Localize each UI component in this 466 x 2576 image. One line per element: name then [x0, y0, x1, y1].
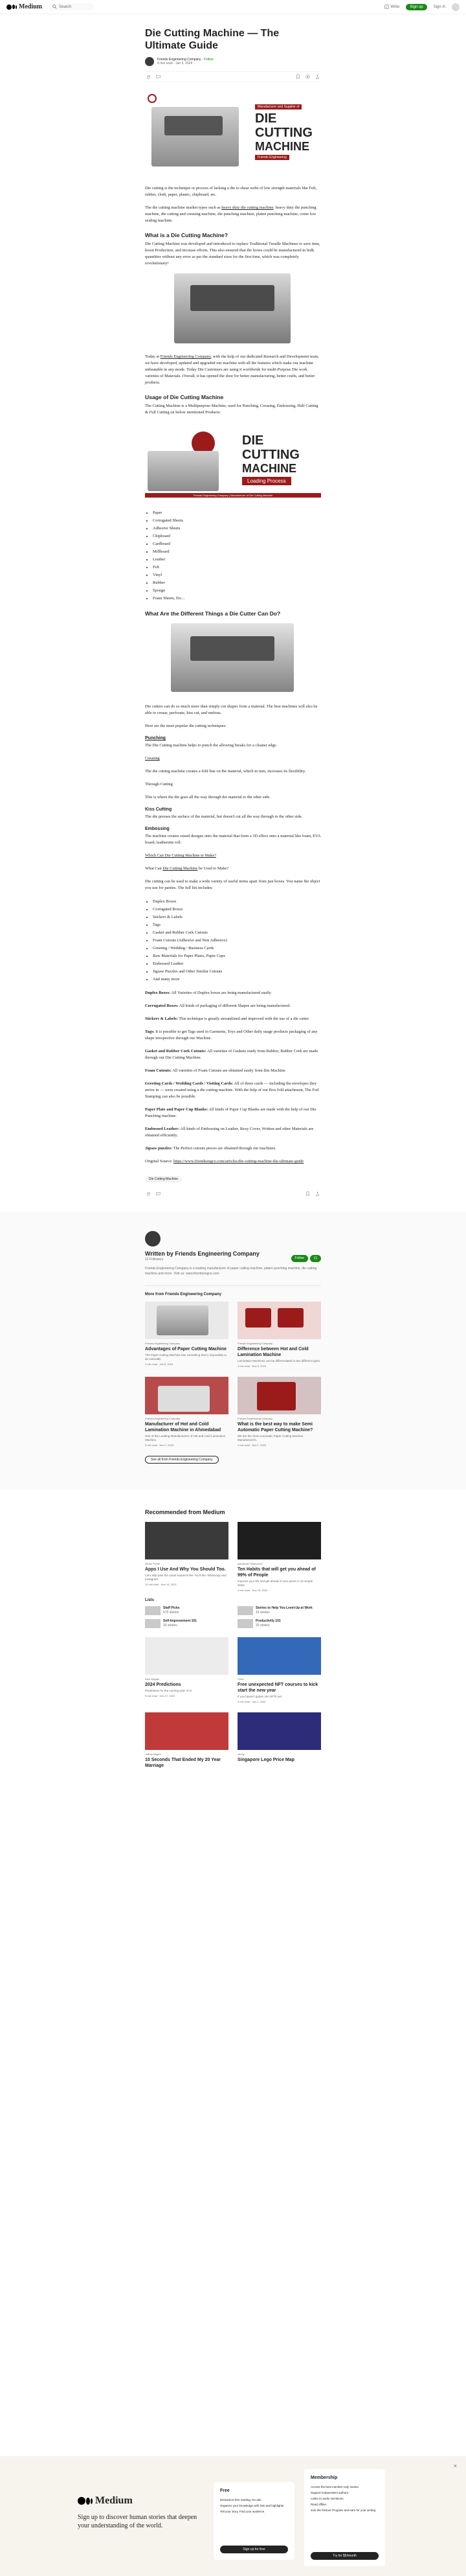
reading-list[interactable]: Productivity 101 20 stories — [238, 1619, 321, 1628]
more-from-heading: More from Friends Engineering Company — [145, 1285, 321, 1296]
section-heading: Usage of Die Cutting Machine — [145, 394, 224, 400]
mail-icon — [314, 1256, 317, 1259]
banner-logo: Medium — [78, 2495, 133, 2507]
story-card[interactable]: Chris Free unexpected NFT courses to kick start the new year If you haven't gotten into NFTs yet. 3 min read · Jan 2, 2024 — [238, 1637, 321, 1703]
article-title: Die Cutting Machine — The Ultimate Guide — [145, 28, 280, 51]
author-avatar-large[interactable] — [145, 1231, 161, 1247]
clap-icon[interactable] — [146, 1191, 151, 1196]
written-by-title: Written by Friends Engineering Company — [145, 1250, 260, 1257]
recommended-cards — [145, 1522, 321, 1592]
top-nav — [0, 0, 466, 14]
sign-up-button[interactable]: Sign up — [406, 4, 427, 10]
loading-process-image: DIE CUTTING MACHINE Loading Process Friends Engineering Company | Manufacturer of Die Cutting Machine — [145, 422, 321, 500]
share-icon[interactable] — [315, 75, 320, 79]
avatar[interactable] — [452, 3, 460, 11]
author-name[interactable]: Friends Engineering Company — [157, 58, 201, 62]
sign-in-link[interactable]: Sign in — [433, 5, 445, 9]
author-bio: Friends Engineering Company is a leading manufacturer of paper cutting machine, platen punching machine, die cutting machine and more. Visit us: www.friendsengco.com — [145, 1267, 317, 1276]
reading-list[interactable]: Stories to Help You Level-Up at Work 19 stories — [238, 1606, 321, 1615]
company-logo-icon — [148, 94, 157, 103]
story-card[interactable]: Friends Engineering Company What is the best way to make Semi Automatic Paper Cutting Machine? We are the Semi Automatic Paper Cutting Machine Manufacturers. 4 min read · Nov 1, 2023 — [238, 1377, 321, 1447]
article-meta: 4 min read · Jan 9, 2024 — [157, 62, 193, 65]
story-card[interactable]: Simon Porter Apps I Use And Why You Should Too. Let's skip past the usual suspects like YouTube, WhatsApp and Instagram. 10 min read · Nov 14, 2023 — [145, 1522, 228, 1592]
story-card[interactable]: Jeffrey Hagen 10 Seconds That Ended My 20 Year Marriage — [145, 1712, 228, 1770]
story-card[interactable]: Alexander Sidorovich Ten Habits that will get you ahead of 99% of People Improve your life and get ahead of your peers in 10 simple steps. 4 min read · Nov 18, 2023 — [238, 1522, 321, 1592]
signup-banner — [0, 2456, 466, 2576]
try-membership-button[interactable]: Try for $5/month — [311, 2552, 379, 2560]
section-heading: What is a Die Cutting Machine? — [145, 232, 228, 238]
story-card[interactable]: Friends Engineering Company Advantages of Paper Cutting Machine The Paper Cutting Machine has something that is impossible to do manually. 4 min read · Jan 8, 2024 — [145, 1302, 228, 1368]
free-plan-card: Free Distraction-free reading. No ads. Organize your knowledge with lists and highlights. Tell your story. Find your audience. Sign up for free — [214, 2482, 294, 2560]
story-card[interactable]: Nick Wignall 2024 Predictions Predictions for the coming year of AI. 5 min read · Dec 27, 2023 — [145, 1637, 228, 1703]
search-input[interactable]: Search — [49, 3, 94, 10]
article: Die Cutting Machine — The Ultimate Guide Friends Engineering Company · Follow 4 min read · Jan 9, 2024 Manufacturer and Supplier of DIE CUTTING MACHINE Friends Engineering Die cutting is the technique or process of lacking a die to shear webs of low strength materials like Felt, rubber, cloth, paper, plastic, chipboard, etc. The die cutting machine market types such as heavy duty die cutting machine. heavy duty die punching machine, die cutting and creasing machine, die punching machine, platen punching machine, come low sealing machine. What is a Die Cutting Machine? Die Cutting Machine was developed and introduced to replace Traditional Treadle Machines to save time, boost Production, and increase efforts. This also ensured that the boxes could be manufactured in bulk quantities without any error as per the standard sizes for the first time, which was completely revolutionary! Today at Friends Engineering Company, with the help of our dedicated Research and Development team, we have developed, updated and upgraded our machine with all the features which make our machine unbeatable in any mode. Today Die Customers are using it worldwide for multi-Purpose Die work varieties of Materials. Overall, it has opened the door for better manufacturing, better crafts, and better products. Usage of Die Cutting Machine The Cutting Machine is a Multipurpose Machine, used for Punching, Creasing, Embossing, Half Cutting & Full Cutting on below mentioned Products: DIE CUTTING MACHINE Loading Process Friends Engineering Company | Manufacturer of Die Cutting Machine • Paper • Corrugated Sheets • Adhesive Sheets • Chipboard • Cardboard • Millboard • Leather • Felt • Vinyl • Rubber • Sponge • Foam Sheets, Etc... What Are the Different Things a Die Cutter Can Do? Die cutters can do so much more than simply cut shapes from a material. The best machines will also be able to crease, perforate, kiss cut, and emboss. Here are the most popular die cutting techniques: Punching The Die Cutting machine helps to punch the allowing breaks for a cleaner edge. Creasing The die cutting machine creates a fold line on the material, which in turn, increases its flexibility. Through Cutting This is where the die goes all the way through the material to the other side. Kiss Cutting The die presses the surface of the material, but doesn't cut all the way through to the other side. Embossing The machine creates raised designs onto the material that form a 3D effect onto a material like foam, EVA board, leatherette roll. Which Can Die Cutting Machine to Make? What Can Die Cutting Machine be Used to Make? Die cutting can be used to make a wide variety of useful items apart from just boxes. You name the object you use for parties. The full list includes: • Duplex Boxes • Corrugated Boxes • Stickers & Labels • Tags • Gasket and Rubber Cork Cutouts • Foam Cutouts (Adhesive and Non Adhesive) • Greeting / Wedding / Business Cards • Raw Materials for Paper Plates, Paper Cups • Embossed Leather • Jigsaw Puzzles and Other Similar Cutouts • And many more Duplex Boxes: All Varieties of Duplex boxes are being manufactured easily. Corrugated Boxes: All kinds of packaging of different Shapes are being manufactured. Stickers & Labels: This technique is greatly streamlined and improved with the use of a die cutter. Tags: It is possible to get Tags used in Garments, Toys and Other daily usage products packaging of any shape irrespective through our Machine. Gasket and Rubber Cork Cutouts: All varieties of Gaskets ready from Rubber, Rubber Cork are made through our Die Cutting Machine. Foam Cutouts: All varieties of Foam Cutouts are obtained easily from this Machine. Greeting Cards / Wedding Cards / Visiting Cards: All of these cards — including the envelopes they arrive in — were created using a die cutting machine. With the help of our Box fold attachment, The Foil Stamping can also be possible. Paper Plate and Paper Cup Blanks: All kinds of Paper Cup Blanks are made with the help of our Die Punching machine. Embossed Leather: All kinds of Embossing on Leather, Rexy Cover, Written and other Materials are obtained efficiently. Jigsaw puzzles: The Perfect cutouts pieces are obtained through our machines. Original Source: https://www.friendsengco.com/articles/die-cutting-machine-the-ultimate-guide Die Cutting Machine — [145, 14, 321, 1199]
story-thumbnail — [145, 1377, 228, 1414]
share-icon[interactable] — [315, 1191, 320, 1196]
machine-image-2 — [145, 623, 321, 695]
materials-list: • Paper • Corrugated Sheets • Adhesive Sheets • Chipboard • Cardboard • Millboard • Leather • Felt • Vinyl • Rubber • Sponge • Foam Sheets, Etc... — [153, 509, 321, 603]
die-cutting-link[interactable]: Die Cutting Machine — [162, 866, 198, 871]
hero-image: Manufacturer and Supplier of DIE CUTTING MACHINE Friends Engineering — [145, 91, 321, 172]
story-thumbnail — [238, 1637, 321, 1675]
lists-heading: Lists — [145, 1598, 155, 1602]
story-thumbnail — [238, 1712, 321, 1750]
recommended-section — [145, 1489, 321, 1770]
reading-list[interactable]: Staff Picks 570 stories — [145, 1606, 228, 1615]
membership-plan-card: Membership Access the best member-only stories. Support independent authors. Listen to audio narrations. Read offline. Join the Partner Program and earn for your writing. Try for $5/month — [304, 2469, 385, 2566]
story-card[interactable]: Friends Engineering Company Difference between Hot and Cold Lamination Machine Lamination Machines can be differentiated in two different types. 4 min read · Nov 8, 2023 — [238, 1302, 321, 1368]
products-list: • Duplex Boxes • Corrugated Boxes • Stickers & Labels • Tags • Gasket and Rubber Cork Cutouts • Foam Cutouts (Adhesive and Non Adhesive) • Greeting / Wedding / Business Cards • Raw Materials for Paper Plates, Paper Cups • Embossed Leather • Jigsaw Puzzles and Other Similar Cutouts • And many more — [153, 898, 321, 983]
subscribe-button[interactable] — [310, 1255, 321, 1262]
heavy-duty-link[interactable]: heavy duty die cutting machine — [221, 205, 274, 210]
follow-button[interactable]: Follow — [291, 1255, 308, 1262]
company-link[interactable]: Friends Engineering Company — [160, 354, 211, 359]
bookmark-icon[interactable] — [296, 75, 300, 79]
bookmark-icon[interactable] — [305, 1191, 310, 1196]
follow-link[interactable]: Follow — [204, 58, 214, 62]
reading-lists — [145, 1606, 321, 1628]
story-thumbnail — [145, 1712, 228, 1750]
story-card[interactable]: Friends Engineering Company Manufacturer of Hot and Cold Lamination Machine in Ahmedabad One of the Leading Manufacturers of Hot and Cold Lamination Machine. 3 min read · Nov 7, 2023 — [145, 1377, 228, 1447]
story-card[interactable]: Jenny Singapore Lego Price Map — [238, 1712, 321, 1770]
clap-icon[interactable] — [146, 75, 151, 79]
story-thumbnail — [238, 1377, 321, 1414]
pencil-icon — [384, 5, 389, 9]
topic-tag[interactable]: Die Cutting Machine — [145, 1176, 182, 1182]
medium-logo-icon — [78, 2497, 93, 2505]
section-heading: What Are the Different Things a Die Cutter Can Do? — [145, 610, 281, 617]
story-thumbnail — [238, 1302, 321, 1339]
more-from-cards — [145, 1302, 321, 1447]
author-row: Friends Engineering Company · Follow 4 min read · Jan 9, 2024 — [145, 57, 321, 66]
close-icon[interactable]: × — [453, 2463, 457, 2469]
make-link[interactable]: Which Can Die Cutting Machine to Make? — [145, 853, 217, 858]
see-all-button[interactable]: See all from Friends Engineering Company — [145, 1456, 219, 1464]
comment-icon[interactable] — [156, 1191, 161, 1196]
story-thumbnail — [145, 1302, 228, 1339]
followers-count: 12 Followers — [145, 1258, 164, 1261]
recommended-heading: Recommended from Medium — [145, 1509, 225, 1515]
comment-icon[interactable] — [156, 75, 161, 79]
story-thumbnail — [238, 1522, 321, 1559]
original-source-link[interactable]: https://www.friendsengco.com/articles/die-cutting-machine-the-ultimate-guide — [173, 1159, 304, 1164]
action-bar — [145, 71, 321, 82]
medium-logo[interactable]: Medium — [6, 3, 42, 10]
story-thumbnail — [145, 1637, 228, 1675]
banner-pitch: Sign up to discover human stories that deepen your understanding of the world. — [78, 2514, 197, 2529]
write-button[interactable]: Write — [384, 5, 399, 9]
play-icon[interactable] — [305, 75, 310, 79]
search-icon — [52, 5, 57, 9]
author-avatar[interactable] — [145, 57, 154, 66]
machine-image — [145, 273, 321, 345]
hero-badge: Manufacturer and Supplier of — [255, 104, 302, 109]
author-section — [0, 1212, 466, 1489]
sign-up-free-button[interactable]: Sign up for free — [220, 2546, 288, 2553]
story-thumbnail — [145, 1522, 228, 1559]
reading-list[interactable]: Self-Improvement 101 20 stories — [145, 1619, 228, 1628]
medium-logo-icon — [6, 5, 17, 10]
action-bar-bottom — [145, 1189, 321, 1199]
recommended-cards-2 — [145, 1637, 321, 1770]
